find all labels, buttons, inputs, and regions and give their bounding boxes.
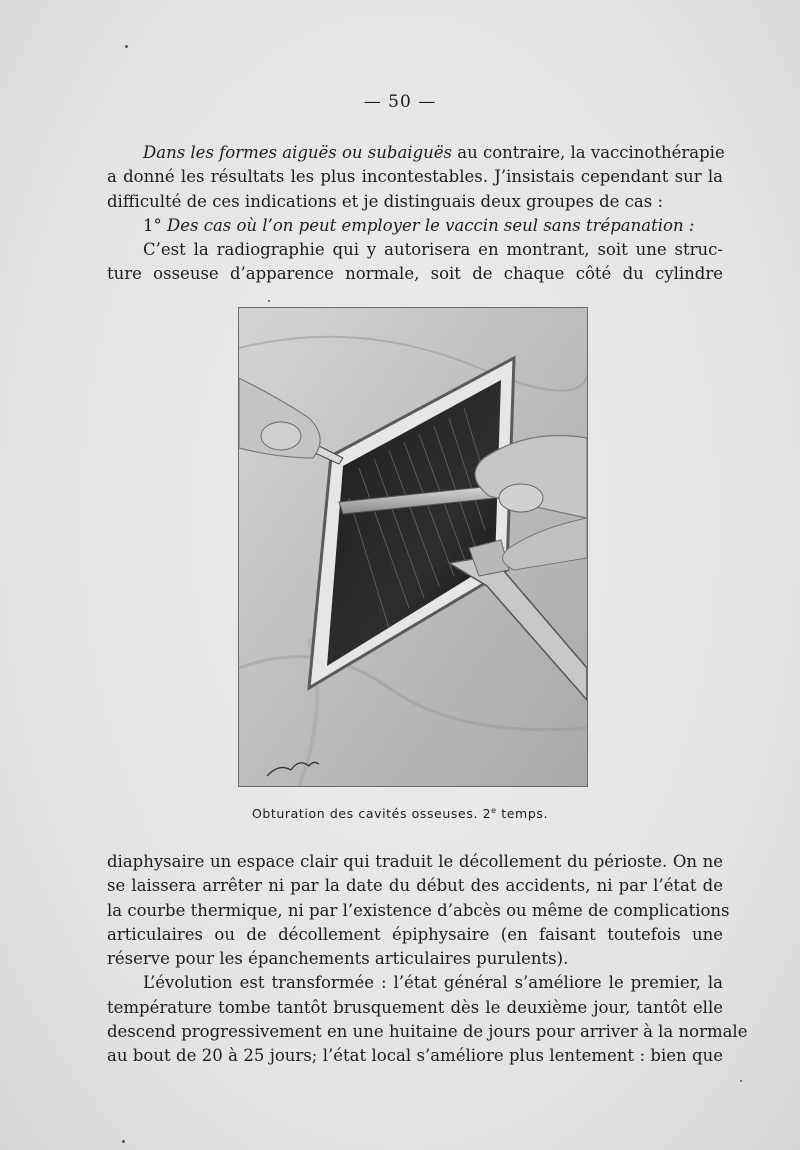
- list-item-1: [107, 214, 723, 238]
- text-line: au bout de 20 à 25 jours; l’état local s’améliore plus lentement : bien que: [107, 1046, 723, 1066]
- text-line: a donné les résultats les plus incontestables. J’insistais cependant sur la: [107, 167, 723, 187]
- caption-text-end: temps.: [496, 806, 549, 822]
- text-line: se laissera arrêter ni par la date du début des accidents, ni par l’état de: [107, 876, 723, 896]
- figure-caption: [0, 806, 800, 821]
- text-line: réserve pour les épanchements articulaires purulents).: [107, 949, 569, 969]
- text-block-top: [107, 141, 723, 287]
- text-line: ture osseuse d’apparence normale, soit de chaque côté du cylindre: [107, 264, 723, 284]
- scan-speck: [125, 45, 128, 48]
- surgical-illustration: [238, 307, 588, 787]
- text-line: articulaires ou de décollement épiphysaire (en faisant toutefois une: [107, 924, 723, 944]
- item-heading: Des cas où l’on peut employer le vaccin seul sans trépanation :: [167, 215, 695, 235]
- caption-superscript: e: [491, 806, 497, 815]
- page-number: — 50 —: [363, 92, 437, 112]
- text-line: C’est la radiographie qui y autorisera en montrant, soit une struc-: [143, 240, 723, 260]
- caption-text: Obturation des cavités osseuses. 2: [251, 806, 492, 822]
- text-block-bottom: [107, 850, 748, 1069]
- text-line: diaphysaire un espace clair qui traduit le décollement du périoste. On ne: [107, 852, 723, 871]
- text-line: la courbe thermique, ni par l’existence d’abcès ou même de complications: [107, 900, 730, 920]
- text-line: L’évolution est transformée : l’état général s’améliore le premier, la: [143, 973, 723, 993]
- scan-speck: [740, 1080, 742, 1082]
- text-segment: au contraire, la vaccinothérapie: [452, 143, 725, 162]
- text-line: [107, 141, 723, 165]
- item-number: 1°: [143, 215, 162, 235]
- scan-speck: [268, 300, 270, 302]
- text-line: température tombe tantôt brusquement dès le deuxième jour, tantôt elle: [107, 997, 723, 1017]
- text-line: descend progressivement en une huitaine de jours pour arriver à la normale: [107, 1022, 748, 1042]
- scan-speck: [122, 1140, 125, 1143]
- italic-phrase: Dans les formes aiguës ou subaiguës: [143, 143, 452, 162]
- text-line: difficulté de ces indications et je distinguais deux groupes de cas :: [107, 191, 664, 211]
